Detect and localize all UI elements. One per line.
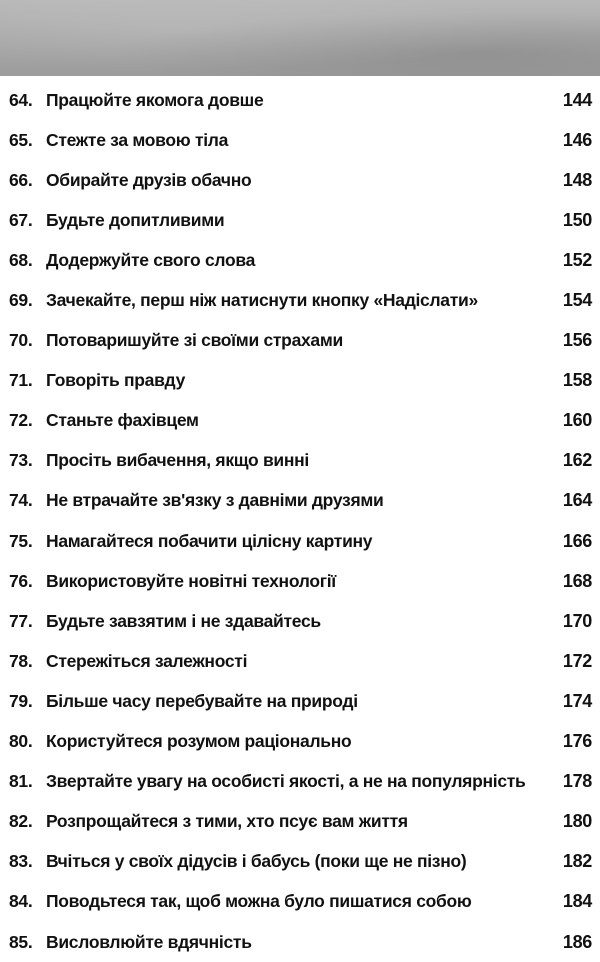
toc-entry-number: 76.: [9, 570, 33, 591]
toc-entry-number: 71.: [9, 370, 33, 391]
toc-entry: [0, 601, 600, 641]
toc-entry: [0, 842, 600, 882]
toc-entry-page: 174: [562, 690, 592, 711]
toc-entry-title: Зачекайте, перш ніж натиснути кнопку «Надіслати»: [46, 290, 478, 311]
toc-entry-page: 164: [562, 490, 592, 511]
toc-entry: [0, 561, 600, 601]
toc-entry-page: 160: [562, 410, 592, 431]
toc-entry: [0, 722, 600, 762]
toc-entry: [0, 882, 600, 922]
toc-entry: [0, 521, 600, 561]
toc-entry: [0, 240, 600, 280]
toc-entry-title: Додержуйте свого слова: [46, 249, 256, 270]
toc-entry-title: Працюйте якомога довше: [46, 89, 264, 110]
toc-entry-title: Намагайтеся побачити цілісну картину: [46, 530, 373, 551]
toc-entry-title: Говоріть правду: [46, 370, 186, 391]
toc-entry: [0, 401, 600, 441]
toc-entry-number: 64.: [9, 89, 33, 110]
toc-entry-number: 65.: [9, 129, 33, 150]
toc-entry-page: 144: [562, 89, 592, 110]
toc-entry-title: Користуйтеся розумом раціонально: [46, 731, 352, 752]
toc-entry: [0, 802, 600, 842]
toc-entry: [0, 481, 600, 521]
toc-entry-title: Просіть вибачення, якщо винні: [46, 450, 309, 471]
toc-entry-title: Поводьтеся так, щоб можна було пишатися собою: [46, 891, 472, 912]
toc-entry: [0, 762, 600, 802]
toc-entry: [0, 321, 600, 361]
table-of-contents: [0, 80, 600, 962]
toc-entry: [0, 441, 600, 481]
toc-entry-title: Обирайте друзів обачно: [46, 169, 252, 190]
toc-entry: [0, 160, 600, 200]
toc-entry-title: Більше часу перебувайте на природі: [46, 690, 358, 711]
toc-entry-number: 79.: [9, 690, 33, 711]
toc-entry-title: Вчіться у своїх дідусів і бабусь (поки ще не пізно): [46, 851, 467, 872]
toc-entry-page: 170: [562, 610, 592, 631]
toc-entry-number: 85.: [9, 931, 33, 952]
toc-entry-page: 180: [562, 811, 592, 832]
toc-entry-number: 68.: [9, 249, 33, 270]
toc-entry-page: 184: [562, 891, 592, 912]
toc-entry-number: 83.: [9, 851, 33, 872]
toc-entry-title: Не втрачайте зв'язку з давніми друзями: [46, 490, 384, 511]
toc-entry-title: Потоваришуйте зі своїми страхами: [46, 330, 343, 351]
toc-entry-page: 148: [562, 169, 592, 190]
toc-entry-number: 67.: [9, 209, 33, 230]
toc-entry-page: 150: [562, 209, 592, 230]
toc-entry-number: 70.: [9, 330, 33, 351]
toc-entry-number: 69.: [9, 290, 33, 311]
toc-entry-title: Розпрощайтеся з тими, хто псує вам життя: [46, 811, 408, 832]
toc-entry-page: 146: [562, 129, 592, 150]
toc-entry-page: 154: [562, 290, 592, 311]
toc-entry-number: 72.: [9, 410, 33, 431]
toc-entry: [0, 681, 600, 721]
toc-entry-title: Висловлюйте вдячність: [46, 931, 252, 952]
toc-entry-number: 75.: [9, 530, 33, 551]
toc-entry-title: Станьте фахівцем: [46, 410, 199, 431]
toc-entry-number: 81.: [9, 771, 33, 792]
toc-entry-page: 162: [562, 450, 592, 471]
toc-entry-title: Стережіться залежності: [46, 650, 248, 671]
toc-entry-page: 158: [562, 370, 592, 391]
toc-entry-page: 176: [562, 731, 592, 752]
toc-entry: [0, 120, 600, 160]
toc-entry-number: 74.: [9, 490, 33, 511]
toc-entry-number: 84.: [9, 891, 33, 912]
toc-entry-page: 152: [562, 249, 592, 270]
toc-entry-number: 78.: [9, 650, 33, 671]
toc-entry: [0, 922, 600, 962]
toc-entry: [0, 361, 600, 401]
toc-entry-title: Будьте завзятим і не здавайтесь: [46, 610, 321, 631]
toc-entry-page: 172: [562, 650, 592, 671]
toc-entry-number: 77.: [9, 610, 33, 631]
toc-entry: [0, 641, 600, 681]
toc-entry-number: 80.: [9, 731, 33, 752]
toc-entry: [0, 280, 600, 320]
toc-entry: [0, 200, 600, 240]
header-band: [0, 0, 600, 76]
toc-entry-page: 186: [562, 931, 592, 952]
toc-entry-number: 82.: [9, 811, 33, 832]
toc-entry-title: Звертайте увагу на особисті якості, а не на популярність: [46, 771, 526, 792]
toc-entry-page: 156: [562, 330, 592, 351]
toc-entry-page: 182: [562, 851, 592, 872]
toc-entry: [0, 80, 600, 120]
toc-entry-title: Використовуйте новітні технології: [46, 570, 336, 591]
toc-entry-title: Будьте допитливими: [46, 209, 225, 230]
toc-entry-page: 166: [562, 530, 592, 551]
toc-entry-number: 66.: [9, 169, 33, 190]
toc-entry-page: 168: [562, 570, 592, 591]
toc-entry-page: 178: [562, 771, 592, 792]
toc-entry-number: 73.: [9, 450, 33, 471]
toc-entry-title: Стежте за мовою тіла: [46, 129, 229, 150]
